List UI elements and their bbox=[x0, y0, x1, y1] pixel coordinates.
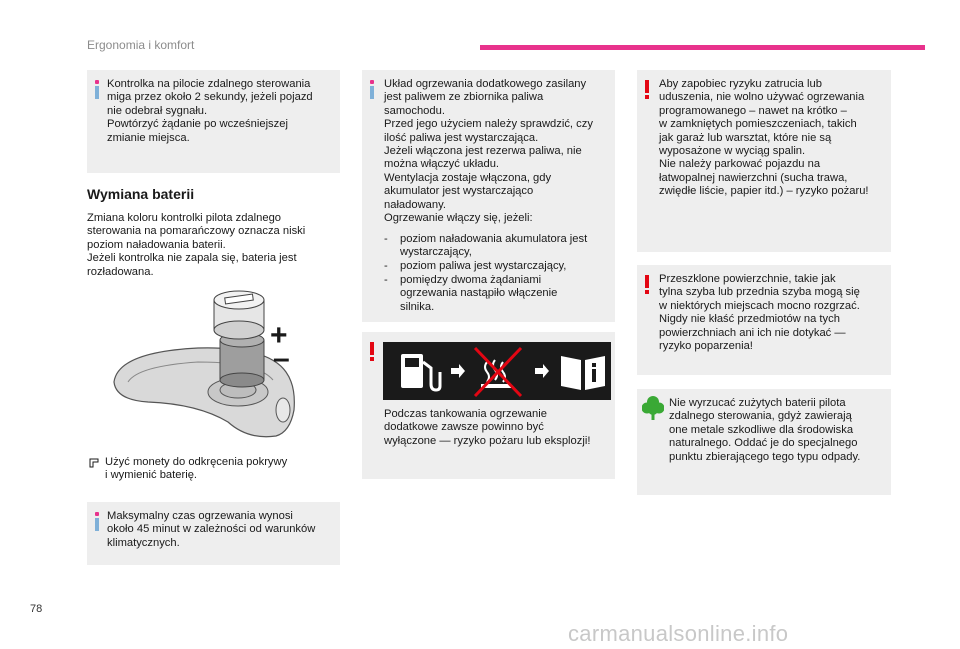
warning-box-glass bbox=[637, 265, 891, 375]
warning-text-refuel: Podczas tankowania ogrzewanie dodatkowe zawsze powinno być wyłączone — ryzyko pożaru lub eksplozji! bbox=[384, 408, 591, 447]
info-text-heating-time: Maksymalny czas ogrzewania wynosi około 45 minut w zależności od warunków klimatycznych. bbox=[107, 510, 316, 549]
info-box-heating-time bbox=[87, 502, 340, 565]
step-bullet-icon bbox=[89, 458, 99, 468]
info-box-signal bbox=[87, 70, 340, 173]
warning-box-poisoning bbox=[637, 70, 891, 252]
eco-text-batteries: Nie wyrzucać zużytych baterii pilota zdalnego sterowania, gdyż zawierają one metale szkodliwe dla środowiska naturalnego. Oddać je do specjalnego punktu zbierającego tego typu odpady. bbox=[669, 397, 861, 463]
list-dash: - bbox=[384, 274, 388, 286]
list-dash: - bbox=[384, 260, 388, 272]
info-icon bbox=[95, 512, 99, 531]
step-text: Użyć monety do odkręcenia pokrywy i wymienić baterię. bbox=[105, 456, 288, 482]
warning-text-glass: Przeszklone powierzchnie, takie jak tylna szyba lub przednia szyba mogą się w niektórych miejscach mocno rozgrzać. Nigdy nie kłaść przedmiotów na tych powierzchniach ani ich nie dotykać — ryzyko poparzenia! bbox=[659, 273, 860, 353]
battery-minus-sign: – bbox=[273, 342, 290, 375]
section-title: Wymiana baterii bbox=[87, 186, 195, 202]
warning-text-poisoning: Aby zapobiec ryzyku zatrucia lub uduszenia, nie wolno używać ogrzewania programowanego – nawet na krótko – w zamkniętych pomieszczeniach, takich jak garaż lub warsztat, które nie są wyposażone w wyciąg spalin. Nie należy parkować pojazdu na łatwopalnej nawierzchni (sucha trawa, zwiędłe liście, papier itd.) – ryzyko pożaru! bbox=[659, 78, 869, 198]
info-text-signal: Kontrolka na pilocie zdalnego sterowania miga przez około 2 sekundy, jeżeli pojazd nie odebrał sygnału. Powtórzyć żądanie po wcześniejszej zmianie miejsca. bbox=[107, 78, 313, 144]
eco-leaf-icon bbox=[642, 395, 664, 421]
warning-box-refuel bbox=[362, 332, 615, 479]
page-number: 78 bbox=[30, 603, 43, 615]
info-text-fuel: Układ ogrzewania dodatkowego zasilany jest paliwem ze zbiornika paliwa samochodu. Przed jego użyciem należy sprawdzić, czy ilość paliwa jest wystarczająca. Jeżeli włączona jest rezerwa paliwa, nie można włączyć układu. Wentylacja zostaje włączona, gdy akumulator jest wystarczająco naładowany. Ogrzewanie włączy się, jeżeli: bbox=[384, 78, 593, 225]
list-item: pomiędzy dwoma żądaniami ogrzewania nastąpiło włączenie silnika. bbox=[400, 274, 558, 313]
watermark: carmanualsonline.info bbox=[568, 621, 789, 646]
battery-plus-sign: + bbox=[270, 319, 288, 352]
list-item: poziom naładowania akumulatora jest wystarczający, bbox=[400, 233, 588, 259]
refuel-pictogram bbox=[383, 342, 611, 400]
info-icon bbox=[370, 80, 374, 99]
warning-icon bbox=[645, 80, 649, 99]
eco-box-batteries bbox=[637, 389, 891, 495]
info-icon bbox=[95, 80, 99, 99]
list-item: poziom paliwa jest wystarczający, bbox=[400, 260, 567, 272]
list-dash: - bbox=[384, 233, 388, 245]
chapter-accent-bar bbox=[480, 45, 925, 50]
battery-body-text: Zmiana koloru kontrolki pilota zdalnego sterowania na pomarańczowy oznacza niski poziom naładowania baterii. Jeżeli kontrolka nie zapala się, bateria jest rozładowana. bbox=[87, 212, 306, 278]
info-box-fuel bbox=[362, 70, 615, 322]
warning-icon bbox=[370, 342, 374, 361]
chapter-title: Ergonomia i komfort bbox=[87, 38, 195, 52]
warning-icon bbox=[645, 275, 649, 294]
